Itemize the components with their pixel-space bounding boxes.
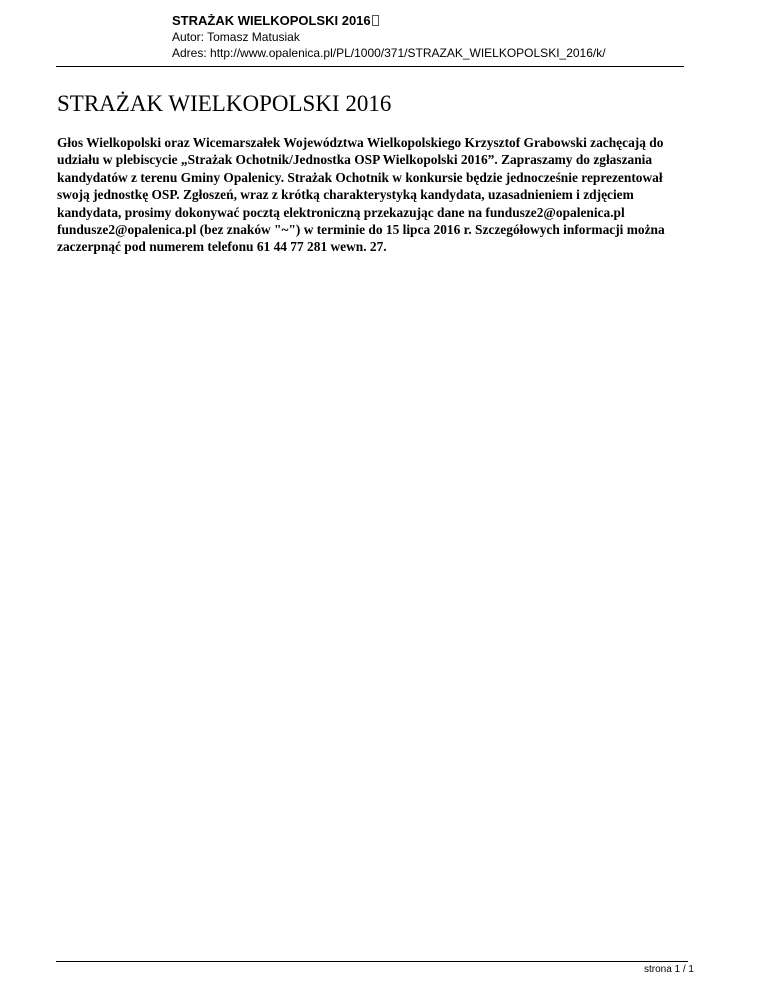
page-number: strona 1 / 1 xyxy=(643,964,694,975)
footer-divider xyxy=(56,961,688,962)
article-body: Głos Wielkopolski oraz Wicemarszałek Województwa Wielkopolskiego Krzysztof Grabowski zachęcają do udziału w plebiscycie „Strażak Ochotnik/Jednostka OSP Wielkopolski 2016”. Zapraszamy do zgłaszania kandydatów z terenu Gminy Opalenicy. Strażak Ochotnik w konkursie będzie jednocześnie reprezentował swoją jednostkę OSP. Zgłoszeń, wraz z krótką charakterystyką kandydata, uzasadnieniem i zdjęciem kandydata, prosimy dokonywać pocztą elektroniczną przekazując dane na fundusze2@opalenica.pl fundusze2@opalenica.pl (bez znaków "~") w terminie do 15 lipca 2016 r. Szczegółowych informacji można zaczerpnąć pod numerem telefonu 61 44 77 281 wewn. 27. xyxy=(57,135,665,255)
header-title-text: STRAŻAK WIELKOPOLSKI 2016 xyxy=(172,13,371,28)
header-divider xyxy=(56,66,684,67)
article-title: STRAŻAK WIELKOPOLSKI 2016 xyxy=(57,91,392,116)
header-author: Autor: Tomasz Matusiak xyxy=(172,30,300,44)
page-header xyxy=(172,12,684,61)
header-address: Adres: http://www.opalenica.pl/PL/1000/371/STRAZAK_WIELKOPOLSKI_2016/k/ xyxy=(172,46,606,60)
header-title xyxy=(172,12,684,29)
article xyxy=(57,90,689,256)
missing-glyph-icon xyxy=(372,15,379,26)
